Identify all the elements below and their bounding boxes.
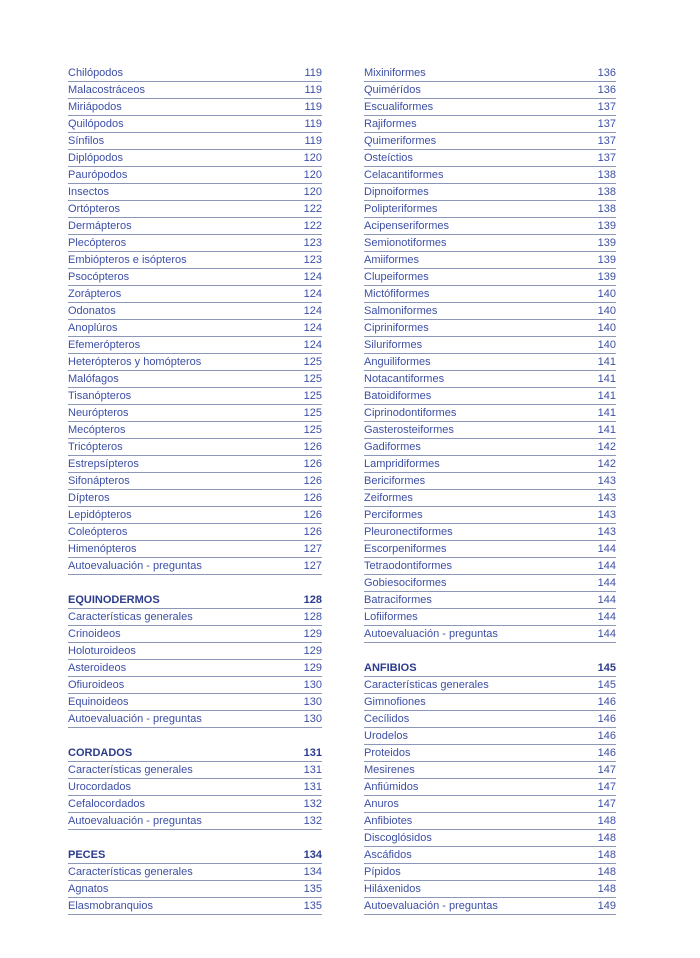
toc-entry[interactable] xyxy=(364,218,616,235)
section-gap xyxy=(68,830,322,847)
toc-entry[interactable] xyxy=(68,286,322,303)
toc-entry-page: 123 xyxy=(303,254,322,266)
toc-entry-title: Salmoniformes xyxy=(364,305,438,317)
toc-entry-title: Anfiúmidos xyxy=(364,781,419,793)
toc-entry[interactable] xyxy=(68,82,322,99)
toc-entry[interactable] xyxy=(364,201,616,218)
toc-entry-title: Clupeiformes xyxy=(364,271,429,283)
toc-entry[interactable] xyxy=(364,303,616,320)
toc-entry-title: Acipenseriformes xyxy=(364,220,449,232)
toc-entry-page: 119 xyxy=(304,67,322,79)
toc-entry[interactable] xyxy=(364,286,616,303)
toc-entry[interactable] xyxy=(68,388,322,405)
toc-entry[interactable] xyxy=(364,82,616,99)
toc-entry-title: Heterópteros y homópteros xyxy=(68,356,202,368)
toc-entry-page: 119 xyxy=(304,101,322,113)
toc-entry[interactable] xyxy=(68,337,322,354)
toc-entry-title: Sifonápteros xyxy=(68,475,130,487)
toc-entry[interactable] xyxy=(68,133,322,150)
toc-entry[interactable] xyxy=(364,337,616,354)
toc-entry[interactable] xyxy=(68,881,322,898)
toc-entry-title: Cefalocordados xyxy=(68,798,146,810)
toc-entry-title: Agnatos xyxy=(68,883,109,895)
toc-entry-page: 126 xyxy=(303,458,322,470)
toc-entry-title: Lofiiformes xyxy=(364,611,418,623)
toc-entry[interactable] xyxy=(68,660,322,677)
toc-entry-title: PECES xyxy=(68,849,106,861)
toc-entry-page: 139 xyxy=(597,271,616,283)
toc-entry[interactable] xyxy=(68,796,322,813)
toc-entry-page: 126 xyxy=(303,475,322,487)
toc-entry-title: Malacostráceos xyxy=(68,84,146,96)
toc-entry-page: 126 xyxy=(303,526,322,538)
toc-entry[interactable] xyxy=(364,524,616,541)
toc-entry[interactable] xyxy=(364,235,616,252)
toc-section-heading[interactable] xyxy=(68,745,322,762)
toc-entry-title: Asteroideos xyxy=(68,662,127,674)
toc-entry-page: 144 xyxy=(597,560,616,572)
toc-entry[interactable] xyxy=(364,133,616,150)
toc-entry-page: 125 xyxy=(303,373,322,385)
toc-entry-title: Quimérídos xyxy=(364,84,421,96)
toc-entry[interactable] xyxy=(364,847,616,864)
toc-entry-page: 136 xyxy=(597,84,616,96)
toc-entry-title: Dermápteros xyxy=(68,220,132,232)
toc-entry-page: 149 xyxy=(597,900,616,912)
toc-entry[interactable] xyxy=(364,558,616,575)
toc-entry-page: 120 xyxy=(303,152,322,164)
toc-entry[interactable] xyxy=(364,320,616,337)
toc-entry[interactable] xyxy=(68,541,322,558)
toc-entry-page: 146 xyxy=(597,696,616,708)
toc-entry-title: Autoevaluación - preguntas xyxy=(68,713,202,725)
toc-entry[interactable] xyxy=(364,456,616,473)
toc-entry[interactable] xyxy=(68,711,322,728)
toc-entry[interactable] xyxy=(364,184,616,201)
toc-entry-title: Quilópodos xyxy=(68,118,124,130)
toc-entry-page: 129 xyxy=(303,628,322,640)
toc-entry-page: 138 xyxy=(597,203,616,215)
toc-entry-title: Efemerópteros xyxy=(68,339,141,351)
toc-entry-title: Tricópteros xyxy=(68,441,123,453)
toc-entry-title: Cipriniformes xyxy=(364,322,429,334)
toc-entry-page: 148 xyxy=(597,815,616,827)
toc-entry[interactable] xyxy=(364,150,616,167)
toc-entry-title: Quimeriformes xyxy=(364,135,437,147)
toc-entry[interactable] xyxy=(364,677,616,694)
toc-entry-title: Crinoideos xyxy=(68,628,121,640)
toc-entry[interactable] xyxy=(364,116,616,133)
toc-entry-page: 143 xyxy=(597,492,616,504)
toc-entry-title: Proteidos xyxy=(364,747,411,759)
toc-entry[interactable] xyxy=(364,626,616,643)
toc-entry-title: Gadiformes xyxy=(364,441,421,453)
toc-entry-title: Tisanópteros xyxy=(68,390,132,402)
toc-entry-title: Urodelos xyxy=(364,730,409,742)
toc-entry-page: 122 xyxy=(303,203,322,215)
toc-entry-title: Discoglósidos xyxy=(364,832,432,844)
toc-entry-page: 146 xyxy=(597,747,616,759)
toc-entry-page: 127 xyxy=(303,543,322,555)
toc-entry-page: 142 xyxy=(597,458,616,470)
toc-entry-page: 125 xyxy=(303,424,322,436)
toc-entry[interactable] xyxy=(364,864,616,881)
toc-entry-title: Zeiformes xyxy=(364,492,413,504)
toc-entry[interactable] xyxy=(68,864,322,881)
toc-entry-page: 140 xyxy=(597,288,616,300)
toc-entry-page: 145 xyxy=(597,662,616,674)
toc-entry-title: Himenópteros xyxy=(68,543,137,555)
toc-entry-title: Características generales xyxy=(68,764,193,776)
toc-entry-page: 124 xyxy=(303,288,322,300)
toc-entry[interactable] xyxy=(68,201,322,218)
toc-entry-title: Diplópodos xyxy=(68,152,124,164)
section-gap xyxy=(68,728,322,745)
toc-entry[interactable] xyxy=(364,779,616,796)
toc-entry[interactable] xyxy=(364,728,616,745)
toc-entry-page: 124 xyxy=(303,305,322,317)
toc-entry-title: Osteíctios xyxy=(364,152,413,164)
toc-entry-title: Zorápteros xyxy=(68,288,122,300)
toc-entry[interactable] xyxy=(68,813,322,830)
toc-entry-page: 138 xyxy=(597,169,616,181)
toc-entry-title: Lepidópteros xyxy=(68,509,132,521)
toc-entry[interactable] xyxy=(68,116,322,133)
toc-entry-page: 141 xyxy=(597,390,616,402)
toc-entry-page: 144 xyxy=(597,628,616,640)
toc-entry[interactable] xyxy=(68,507,322,524)
toc-entry[interactable] xyxy=(68,643,322,660)
toc-entry-page: 144 xyxy=(597,594,616,606)
toc-entry-page: 134 xyxy=(303,849,322,861)
toc-entry-title: Lampridiformes xyxy=(364,458,440,470)
toc-entry-title: Bericiformes xyxy=(364,475,426,487)
toc-entry-page: 131 xyxy=(303,747,322,759)
toc-entry-title: Cecílidos xyxy=(364,713,410,725)
toc-entry-title: Ascáfidos xyxy=(364,849,412,861)
toc-entry[interactable] xyxy=(364,592,616,609)
toc-entry[interactable] xyxy=(68,320,322,337)
toc-entry-page: 120 xyxy=(303,186,322,198)
toc-entry-title: Ofiuroideos xyxy=(68,679,125,691)
toc-entry-page: 140 xyxy=(597,339,616,351)
toc-entry[interactable] xyxy=(364,830,616,847)
toc-entry-page: 127 xyxy=(303,560,322,572)
toc-entry-title: Mictófiformes xyxy=(364,288,430,300)
toc-entry-page: 139 xyxy=(597,237,616,249)
toc-entry-title: Autoevaluación - preguntas xyxy=(364,900,498,912)
toc-entry-title: Dipnoiformes xyxy=(364,186,429,198)
toc-entry[interactable] xyxy=(68,371,322,388)
toc-entry-title: Batoidiformes xyxy=(364,390,432,402)
toc-entry-page: 132 xyxy=(303,798,322,810)
toc-entry-title: Anuros xyxy=(364,798,399,810)
toc-entry-page: 141 xyxy=(597,424,616,436)
toc-entry[interactable] xyxy=(68,490,322,507)
toc-entry-page: 137 xyxy=(597,101,616,113)
toc-entry[interactable] xyxy=(68,456,322,473)
toc-entry[interactable] xyxy=(68,677,322,694)
toc-entry[interactable] xyxy=(68,779,322,796)
toc-entry-page: 135 xyxy=(303,883,322,895)
toc-entry-title: Neurópteros xyxy=(68,407,129,419)
toc-entry-title: Mecópteros xyxy=(68,424,126,436)
toc-entry-page: 139 xyxy=(597,220,616,232)
toc-entry-title: Ortópteros xyxy=(68,203,120,215)
toc-section-heading[interactable] xyxy=(68,592,322,609)
toc-entry-page: 148 xyxy=(597,849,616,861)
section-gap xyxy=(364,643,616,660)
toc-entry[interactable] xyxy=(68,150,322,167)
toc-entry[interactable] xyxy=(364,99,616,116)
toc-entry-title: Embiópteros e isópteros xyxy=(68,254,187,266)
toc-entry-title: Dípteros xyxy=(68,492,110,504)
toc-entry[interactable] xyxy=(364,575,616,592)
toc-entry-title: Psocópteros xyxy=(68,271,130,283)
toc-entry-title: Gobiesociformes xyxy=(364,577,447,589)
toc-entry-page: 144 xyxy=(597,611,616,623)
toc-entry[interactable] xyxy=(364,609,616,626)
toc-entry-title: Malófagos xyxy=(68,373,119,385)
toc-entry-page: 136 xyxy=(597,67,616,79)
toc-entry-title: ANFIBIOS xyxy=(364,662,417,674)
toc-entry-title: Hiláxenidos xyxy=(364,883,421,895)
toc-right-column xyxy=(364,65,616,915)
toc-entry-page: 123 xyxy=(303,237,322,249)
toc-entry-title: Plecópteros xyxy=(68,237,127,249)
toc-entry[interactable] xyxy=(68,473,322,490)
toc-entry-title: Elasmobranquios xyxy=(68,900,153,912)
toc-entry[interactable] xyxy=(364,694,616,711)
toc-entry[interactable] xyxy=(364,269,616,286)
toc-entry[interactable] xyxy=(364,813,616,830)
toc-entry-title: Autoevaluación - preguntas xyxy=(68,815,202,827)
toc-entry-page: 124 xyxy=(303,271,322,283)
toc-entry-title: Equinoideos xyxy=(68,696,129,708)
toc-entry-title: Rajiformes xyxy=(364,118,417,130)
toc-entry[interactable] xyxy=(364,881,616,898)
toc-entry-title: EQUINODERMOS xyxy=(68,594,160,606)
toc-entry-title: CORDADOS xyxy=(68,747,133,759)
toc-entry[interactable] xyxy=(364,898,616,915)
toc-entry-title: Escorpeniformes xyxy=(364,543,447,555)
toc-entry[interactable] xyxy=(68,558,322,575)
toc-entry-page: 130 xyxy=(303,679,322,691)
toc-entry[interactable] xyxy=(68,524,322,541)
toc-entry[interactable] xyxy=(364,796,616,813)
toc-entry[interactable] xyxy=(68,184,322,201)
toc-entry-page: 146 xyxy=(597,713,616,725)
toc-entry[interactable] xyxy=(364,745,616,762)
toc-entry-page: 120 xyxy=(303,169,322,181)
toc-entry-page: 126 xyxy=(303,441,322,453)
toc-entry-title: Gimnofiones xyxy=(364,696,426,708)
toc-entry-page: 137 xyxy=(597,118,616,130)
toc-entry-page: 143 xyxy=(597,475,616,487)
toc-entry-title: Mesirenes xyxy=(364,764,415,776)
toc-entry-title: Características generales xyxy=(364,679,489,691)
toc-entry-page: 148 xyxy=(597,883,616,895)
toc-entry-page: 143 xyxy=(597,509,616,521)
toc-entry-page: 141 xyxy=(597,407,616,419)
toc-entry[interactable] xyxy=(364,388,616,405)
toc-entry-page: 130 xyxy=(303,713,322,725)
toc-entry[interactable] xyxy=(68,405,322,422)
toc-entry[interactable] xyxy=(68,99,322,116)
toc-entry-title: Mixiniformes xyxy=(364,67,426,79)
toc-entry-title: Autoevaluación - preguntas xyxy=(364,628,498,640)
toc-entry[interactable] xyxy=(364,422,616,439)
toc-entry[interactable] xyxy=(68,694,322,711)
toc-entry-page: 128 xyxy=(303,611,322,623)
toc-entry-page: 137 xyxy=(597,152,616,164)
toc-entry[interactable] xyxy=(68,167,322,184)
toc-entry[interactable] xyxy=(68,269,322,286)
toc-entry-page: 119 xyxy=(304,84,322,96)
toc-entry[interactable] xyxy=(364,711,616,728)
toc-entry[interactable] xyxy=(68,235,322,252)
toc-entry[interactable] xyxy=(364,490,616,507)
section-gap xyxy=(68,575,322,592)
toc-entry-title: Coleópteros xyxy=(68,526,128,538)
toc-entry-title: Insectos xyxy=(68,186,109,198)
toc-entry[interactable] xyxy=(68,303,322,320)
toc-entry-title: Odonatos xyxy=(68,305,116,317)
toc-entry-title: Ciprinodontiformes xyxy=(364,407,457,419)
toc-entry[interactable] xyxy=(364,439,616,456)
toc-entry-page: 119 xyxy=(304,118,322,130)
toc-entry-page: 125 xyxy=(303,390,322,402)
toc-entry-title: Perciformes xyxy=(364,509,423,521)
toc-entry-page: 130 xyxy=(303,696,322,708)
toc-entry-page: 147 xyxy=(597,781,616,793)
toc-entry-title: Anguiliformes xyxy=(364,356,431,368)
toc-entry-page: 125 xyxy=(303,407,322,419)
toc-entry-title: Semionotiformes xyxy=(364,237,447,249)
toc-entry-page: 138 xyxy=(597,186,616,198)
toc-entry[interactable] xyxy=(364,65,616,82)
toc-entry-page: 143 xyxy=(597,526,616,538)
toc-entry-title: Paurópodos xyxy=(68,169,128,181)
toc-entry-title: Miriápodos xyxy=(68,101,122,113)
toc-entry[interactable] xyxy=(68,218,322,235)
toc-entry-title: Amiiformes xyxy=(364,254,420,266)
toc-entry-page: 125 xyxy=(303,356,322,368)
toc-entry-title: Anfibiotes xyxy=(364,815,413,827)
toc-entry-page: 132 xyxy=(303,815,322,827)
toc-section-heading[interactable] xyxy=(68,847,322,864)
toc-entry-title: Celacantiformes xyxy=(364,169,444,181)
toc-entry-page: 137 xyxy=(597,135,616,147)
toc-entry-title: Escualiformes xyxy=(364,101,434,113)
toc-entry-page: 139 xyxy=(597,254,616,266)
toc-entry-page: 141 xyxy=(597,373,616,385)
toc-entry[interactable] xyxy=(68,252,322,269)
toc-entry-title: Características generales xyxy=(68,611,193,623)
toc-entry-page: 144 xyxy=(597,543,616,555)
toc-entry-page: 140 xyxy=(597,322,616,334)
toc-entry-page: 124 xyxy=(303,339,322,351)
toc-entry[interactable] xyxy=(68,609,322,626)
toc-entry-title: Batraciformes xyxy=(364,594,432,606)
toc-entry-title: Urocordados xyxy=(68,781,131,793)
toc-entry[interactable] xyxy=(364,473,616,490)
toc-entry[interactable] xyxy=(364,507,616,524)
toc-entry-page: 126 xyxy=(303,509,322,521)
toc-entry[interactable] xyxy=(364,405,616,422)
toc-entry[interactable] xyxy=(364,762,616,779)
toc-entry-page: 148 xyxy=(597,832,616,844)
toc-entry-title: Autoevaluación - preguntas xyxy=(68,560,202,572)
toc-entry[interactable] xyxy=(68,762,322,779)
toc-entry-page: 128 xyxy=(303,594,322,606)
toc-entry-page: 142 xyxy=(597,441,616,453)
toc-entry-page: 147 xyxy=(597,764,616,776)
toc-entry-page: 131 xyxy=(303,781,322,793)
toc-entry-title: Características generales xyxy=(68,866,193,878)
toc-entry-page: 129 xyxy=(303,645,322,657)
toc-entry-page: 124 xyxy=(303,322,322,334)
toc-entry-title: Holoturoideos xyxy=(68,645,136,657)
toc-entry-page: 122 xyxy=(303,220,322,232)
toc-entry-page: 145 xyxy=(597,679,616,691)
toc-entry-page: 147 xyxy=(597,798,616,810)
toc-entry-title: Pípidos xyxy=(364,866,401,878)
toc-section-heading[interactable] xyxy=(364,660,616,677)
toc-entry[interactable] xyxy=(68,626,322,643)
toc-entry[interactable] xyxy=(364,167,616,184)
toc-entry-page: 126 xyxy=(303,492,322,504)
toc-entry-page: 148 xyxy=(597,866,616,878)
toc-entry-title: Anoplúros xyxy=(68,322,118,334)
toc-entry[interactable] xyxy=(364,354,616,371)
toc-entry[interactable] xyxy=(68,422,322,439)
toc-entry-title: Chilópodos xyxy=(68,67,124,79)
toc-entry-title: Gasterosteiformes xyxy=(364,424,454,436)
toc-entry-title: Pleuronectiformes xyxy=(364,526,453,538)
toc-entry[interactable] xyxy=(364,252,616,269)
toc-entry-page: 135 xyxy=(303,900,322,912)
toc-entry-page: 140 xyxy=(597,305,616,317)
toc-entry-title: Polipteriformes xyxy=(364,203,438,215)
toc-entry[interactable] xyxy=(68,439,322,456)
toc-entry-title: Siluriformes xyxy=(364,339,423,351)
toc-entry[interactable] xyxy=(364,541,616,558)
toc-entry-title: Tetraodontiformes xyxy=(364,560,453,572)
toc-entry[interactable] xyxy=(68,65,322,82)
toc-entry-title: Notacantiformes xyxy=(364,373,445,385)
toc-entry[interactable] xyxy=(364,371,616,388)
toc-entry[interactable] xyxy=(68,354,322,371)
toc-entry-title: Estrepsípteros xyxy=(68,458,139,470)
toc-entry-page: 129 xyxy=(303,662,322,674)
toc-left-column xyxy=(68,65,322,915)
toc-entry-page: 131 xyxy=(303,764,322,776)
toc-entry[interactable] xyxy=(68,898,322,915)
toc-entry-title: Sínfilos xyxy=(68,135,105,147)
toc-entry-page: 134 xyxy=(303,866,322,878)
toc-entry-page: 144 xyxy=(597,577,616,589)
toc-entry-page: 146 xyxy=(597,730,616,742)
toc-entry-page: 141 xyxy=(597,356,616,368)
toc-entry-page: 119 xyxy=(304,135,322,147)
